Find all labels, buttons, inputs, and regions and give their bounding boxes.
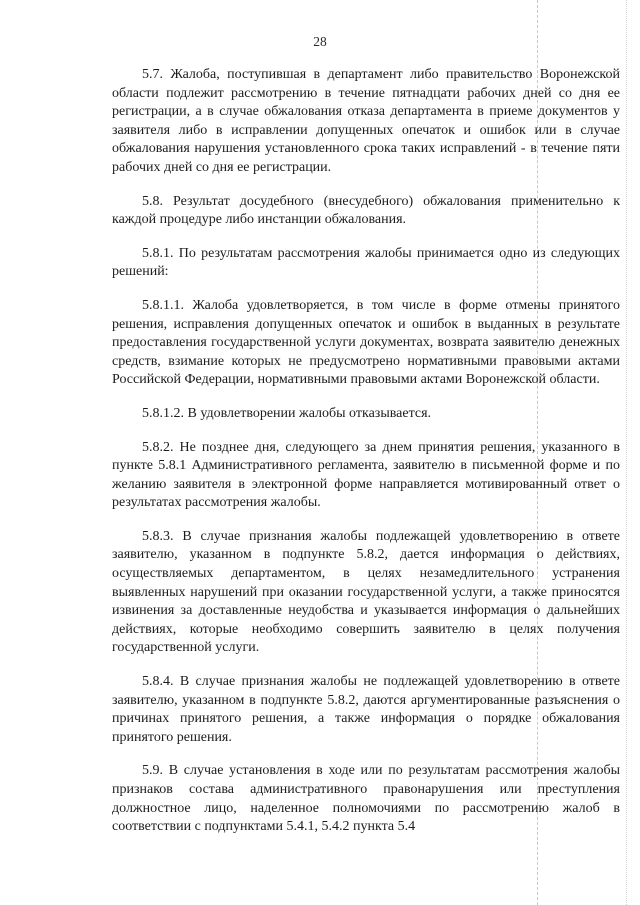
paragraph-5-8-2: 5.8.2. Не позднее дня, следующего за днем принятия решения, указанного в пункте 5.8.1 Административного регламента, заявителю в письменной форме и по желанию заявителя в электронной форме направляется мотивированный ответ о результатах рассмотрения жалобы. [112, 439, 620, 511]
paragraph-5-8: 5.8. Результат досудебного (внесудебного) обжалования применительно к каждой процедуре либо инстанции обжалования. [112, 193, 620, 228]
paragraph-5-8-3: 5.8.3. В случае признания жалобы подлежащей удовлетворению в ответе заявителю, указанном в подпункте 5.8.2, дается информация о действиях, осуществляемых департаментом, в целях незамедлительного устранения выявленных нарушений при оказании государственной услуги, а также приносятся извинения за доставленные неудобства и указывается информация о дальнейших действиях, которые необходимо совершить заявителю в целях получения государственной услуги. [112, 528, 620, 656]
paragraph-5-8-1-2: 5.8.1.2. В удовлетворении жалобы отказывается. [142, 405, 432, 421]
paragraph-5-8-4: 5.8.4. В случае признания жалобы не подлежащей удовлетворению в ответе заявителю, указанном в подпункте 5.8.2, даются аргументированные разъяснения о причинах принятого решения, а также информация о порядке обжалования принятого решения. [112, 674, 620, 745]
page-number: 28 [313, 34, 327, 49]
paragraph-5-9: 5.9. В случае установления в ходе или по результатам рассмотрения жалобы признаков состава административного правонарушения или преступления должностное лицо, наделенное полномочиями по рассмотрению жалоб в соответствии с подпунктами 5.4.1, 5.4.2 пункта 5.4 [112, 763, 620, 835]
document-body [112, 66, 620, 852]
paragraph-5-7: 5.7. Жалоба, поступившая в департамент либо правительство Воронежской области подлежит рассмотрению в течение пятнадцати рабочих дней со дня ее регистрации, а в случае обжалования отказа департамента в приеме документов у заявителя либо в исправлении допущенных опечаток и ошибок или в случае обжалования нарушения установленного срока таких исправлений - в течение пяти рабочих дней со дня ее регистрации. [112, 67, 620, 175]
scan-edge-line [626, 0, 627, 905]
paragraph-5-8-1: 5.8.1. По результатам рассмотрения жалобы принимается одно из следующих решений: [112, 245, 620, 280]
paragraph-5-8-1-1: 5.8.1.1. Жалоба удовлетворяется, в том числе в форме отмены принятого решения, исправления допущенных опечаток и ошибок в выданных в результате предоставления государственной услуги документах, возврата заявителю денежных средств, взимание которых не предусмотрено нормативными правовыми актами Российской Федерации, нормативными правовыми актами Воронежской области. [112, 297, 620, 388]
